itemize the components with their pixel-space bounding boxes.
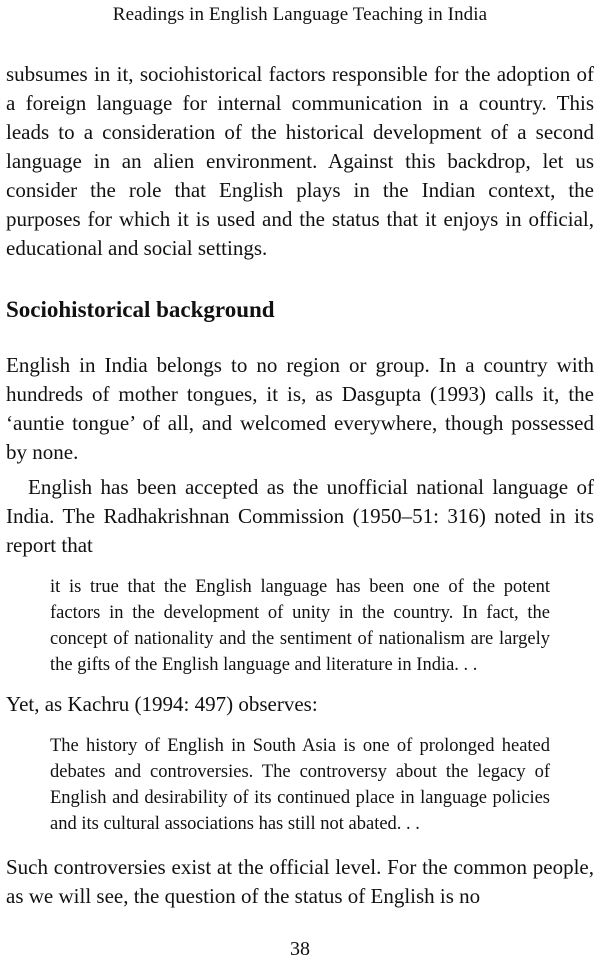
page-number: 38 [290,938,310,960]
running-head: Readings in English Language Teaching in India [112,4,488,25]
block-quote-radhakrishnan: it is true that the English language has been one of the potent factors in the development of unity in the country. In fact, the concept of nationality and the sentiment of nationalism are largely the gifts of the English language and literature in India. . . [50,577,550,675]
paragraph-continued: subsumes in it, sociohistorical factors responsible for the adoption of a foreign language for internal communication in a country. This leads to a consideration of the historical development of a second language in an alien environment. Against this backdrop, let us consider the role that English plays in the Indian context, the purposes for which it is used and the status that it enjoys in official, educational and social settings. [6,62,594,260]
block-quote-kachru: The history of English in South Asia is one of prolonged heated debates and controversies. The controversy about the legacy of English and desirability of its continued place in language policies and its cultural associations has still not abated. . . [50,736,550,834]
paragraph-controversies: Such controversies exist at the official level. For the common people, as we will see, the question of the status of English is no [6,855,594,908]
paragraph-kachru-intro: Yet, as Kachru (1994: 497) observes: [6,692,318,716]
section-heading: Sociohistorical background [6,297,275,322]
paragraph-unofficial-language: English has been accepted as the unofficial national language of India. The Radhakrishnan Commission (1950–51: 316) noted in its report that [6,475,594,557]
paragraph-english-in-india: English in India belongs to no region or group. In a country with hundreds of mother tongues, it is, as Dasgupta (1993) calls it, the ‘auntie tongue’ of all, and welcomed everywhere, though possessed by none. [6,353,594,464]
